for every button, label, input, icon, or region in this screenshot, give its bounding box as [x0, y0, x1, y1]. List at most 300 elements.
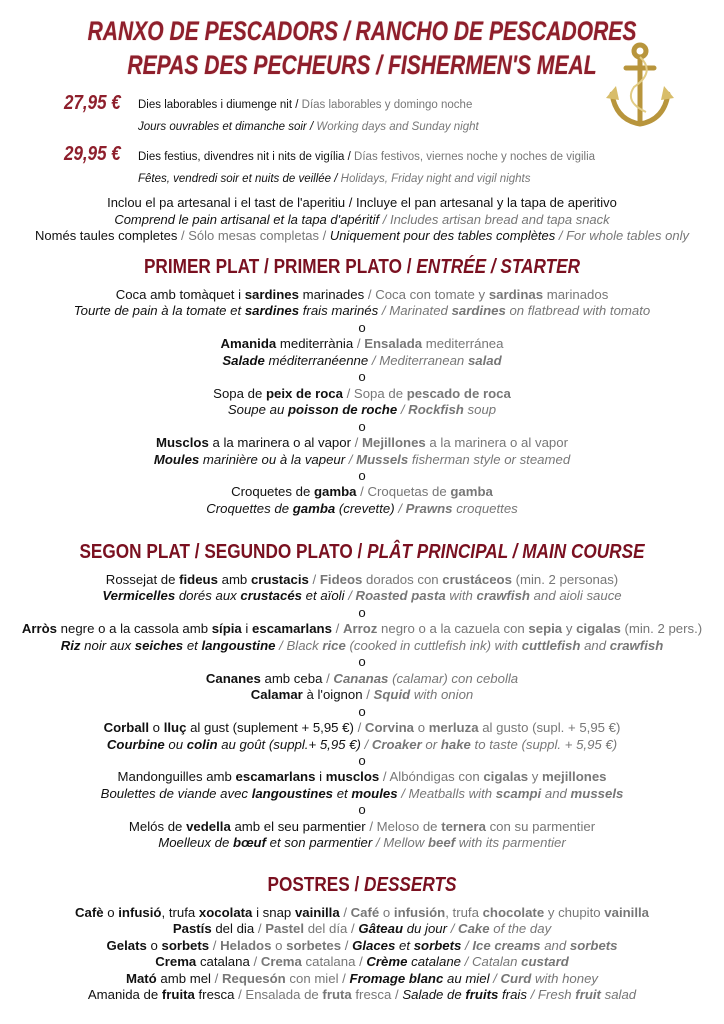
text-segment: (cooked in cuttlefish ink) with — [345, 637, 522, 653]
menu-title-line-2: REPAS DES PECHEURS / FISHERMEN'S MEAL — [127, 50, 597, 80]
text-segment: Courbine — [106, 736, 165, 752]
text-segment: fisherman style or steamed — [408, 451, 571, 467]
text-segment: crawfish — [609, 637, 664, 653]
text-segment: au miel — [443, 970, 490, 986]
text-segment: vainilla — [294, 905, 340, 920]
text-segment: / — [489, 970, 501, 986]
text-segment: Coca amb tomàquet i — [115, 287, 245, 302]
text-segment: Working days and Sunday night — [316, 121, 479, 133]
text-segment: (crevette) — [335, 500, 395, 516]
text-segment: and aioli sauce — [530, 588, 622, 604]
menu-line — [0, 971, 724, 987]
text-segment: scampi — [495, 785, 542, 801]
menu-line — [0, 720, 724, 736]
text-segment: Croquetes de — [231, 484, 314, 500]
text-segment: Holidays, Friday night and vigil nights — [340, 173, 531, 185]
text-segment: colin — [186, 736, 218, 752]
text-segment: du jour — [403, 921, 448, 937]
text-segment: cigalas — [483, 769, 529, 785]
text-segment: a la marinera o al vapor — [208, 435, 351, 451]
text-segment: sorbets — [413, 937, 462, 953]
text-segment: fresca — [194, 987, 235, 1003]
separator-or — [0, 704, 724, 720]
text-segment: y chupito — [544, 905, 605, 920]
menu-line — [0, 835, 724, 851]
text-segment: peix de roca — [265, 385, 343, 401]
text-segment: sardines — [451, 303, 506, 319]
text-segment: Tourte de pain à la tomate et — [73, 303, 245, 319]
menu-line — [0, 905, 724, 921]
text-segment: sepia — [528, 621, 563, 637]
text-segment: vedella — [186, 818, 231, 834]
text-segment: mussels — [570, 785, 624, 801]
text-segment: / Meloso de — [369, 818, 442, 834]
menu-line — [0, 671, 724, 687]
text-segment: with — [445, 588, 477, 604]
info-block — [0, 195, 724, 245]
text-segment: et son parmentier — [265, 835, 373, 851]
text-segment: Cake — [458, 921, 490, 937]
menu-line — [0, 737, 724, 753]
text-segment: Cananas — [333, 670, 389, 686]
text-segment: / — [249, 954, 261, 970]
menu-line — [0, 212, 724, 229]
text-segment: Crème — [366, 954, 408, 970]
text-segment: amb mel — [156, 970, 211, 986]
text-segment: on flatbread with tomato — [505, 303, 651, 319]
text-segment: o — [358, 369, 366, 385]
text-segment: Croaker — [371, 736, 422, 752]
text-segment: escamarlans — [235, 769, 316, 785]
text-segment: catalana — [196, 954, 250, 970]
text-segment: cuttlefish — [521, 637, 581, 653]
text-segment: à l'oignon — [302, 687, 363, 703]
text-segment: / — [351, 435, 362, 451]
text-segment: / — [362, 687, 374, 703]
text-segment: mediterránea — [422, 336, 504, 352]
text-segment: Sopa de — [213, 385, 266, 401]
text-segment: fruits — [465, 987, 499, 1003]
section-main-course-items — [0, 572, 724, 852]
text-segment: Salade — [222, 352, 265, 368]
text-segment: / — [331, 621, 343, 637]
text-segment: / Mediterranean — [368, 352, 468, 368]
text-segment: Calamar — [250, 687, 303, 703]
menu-title-line-1: RANXO DE PESCADORS / RANCHO DE PESCADORES — [87, 16, 637, 46]
text-segment: Dies festius, divendres nit i nits de vigília / — [138, 151, 355, 163]
text-segment: Gelats — [106, 937, 147, 953]
text-segment: and — [540, 937, 570, 953]
text-segment: marinière ou à la vapeur — [199, 451, 346, 467]
text-segment: Vermicelles — [102, 588, 176, 604]
text-segment: / — [209, 937, 221, 953]
text-segment: Corball — [103, 720, 150, 736]
text-segment: o — [358, 319, 366, 335]
text-segment: et aïoli — [302, 588, 345, 604]
text-segment: Cafè — [75, 905, 104, 920]
text-segment: / — [339, 905, 351, 920]
text-segment: sorbetes — [286, 937, 342, 953]
text-segment: Rockfish — [408, 402, 464, 418]
text-segment: and — [541, 785, 571, 801]
text-segment: Crema — [260, 954, 302, 970]
text-segment: ou — [164, 736, 187, 752]
text-segment: o — [358, 467, 366, 483]
text-segment: rice — [322, 637, 346, 653]
text-segment: i — [241, 621, 253, 637]
text-segment: o — [358, 703, 366, 719]
menu-line — [0, 786, 724, 802]
text-segment: / Catalan — [461, 954, 522, 970]
text-segment: langoustines — [251, 785, 334, 801]
text-segment: o — [146, 937, 162, 953]
text-segment: / — [338, 970, 350, 986]
text-segment: amb ceba — [260, 670, 323, 686]
text-segment: soup — [463, 402, 497, 418]
text-segment: or — [421, 736, 441, 752]
text-segment: Fideos — [319, 572, 363, 587]
text-segment: catalana — [301, 954, 356, 970]
text-segment: custard — [521, 954, 569, 970]
text-segment: poisson de roche — [287, 402, 398, 418]
text-segment: cigalas — [576, 621, 621, 637]
text-segment: sardines — [244, 287, 299, 302]
text-segment: frais — [498, 987, 527, 1003]
price-weekday-line-2 — [138, 121, 479, 133]
text-segment: a la marinera o al vapor — [425, 435, 568, 451]
text-segment: sorbets — [161, 937, 210, 953]
text-segment: DESSERTS — [364, 874, 457, 896]
text-segment: / — [347, 921, 359, 937]
text-segment: / — [394, 500, 406, 516]
text-segment: / For whole tables only — [555, 228, 689, 243]
text-segment: amb — [217, 572, 251, 587]
text-segment: / Includes artisan bread and tapa snack — [379, 211, 610, 227]
text-segment: / Black — [275, 637, 323, 653]
text-segment: dorados con — [362, 572, 443, 587]
text-segment: Gâteau — [358, 921, 404, 937]
price-weekday-line-1 — [138, 99, 472, 111]
separator-or — [0, 468, 724, 484]
section-heading-starter — [51, 256, 674, 279]
separator-or — [0, 419, 724, 435]
text-segment: PRIMER PLAT / PRIMER PLATO / — [143, 256, 417, 278]
text-segment: Uniquement pour des tables complètes — [329, 228, 556, 243]
text-segment: o — [358, 654, 366, 670]
text-segment: al gust (suplement + 5,95 €) — [186, 720, 354, 736]
text-segment: ternera — [441, 818, 486, 834]
text-segment: o — [358, 418, 366, 434]
text-segment: Glaces — [352, 937, 396, 953]
text-segment: marinades — [298, 287, 365, 302]
text-segment: bœuf — [233, 835, 266, 851]
text-segment: Rossejat de — [105, 572, 180, 587]
text-segment: Riz — [60, 637, 81, 653]
menu-line — [0, 452, 724, 468]
text-segment: / — [308, 572, 320, 587]
text-segment: (min. 2 personas) — [511, 572, 619, 587]
text-segment: Prawns — [405, 500, 453, 516]
text-segment: Helados — [220, 937, 272, 953]
text-segment: crustáceos — [442, 572, 512, 587]
menu-line — [0, 386, 724, 402]
text-segment: Corvina — [364, 720, 415, 736]
menu-line — [0, 819, 724, 835]
price-holiday-line-1 — [138, 151, 595, 163]
text-segment: amb el seu parmentier — [230, 818, 370, 834]
text-segment: Dies laborables i diumenge nit / — [138, 99, 302, 111]
text-segment: / — [341, 937, 353, 953]
text-segment: / Coca con tomate y — [364, 287, 489, 302]
text-segment: o — [414, 720, 429, 736]
menu-line — [0, 435, 724, 451]
text-segment: to taste (suppl. + 5,95 €) — [470, 736, 618, 752]
text-segment: / Sopa de — [342, 385, 407, 401]
text-segment: / — [391, 987, 403, 1003]
text-segment: fruit — [575, 987, 601, 1003]
text-segment: Cananes — [205, 670, 261, 686]
text-segment: moules — [351, 785, 398, 801]
text-segment: Café — [350, 905, 380, 920]
menu-line — [0, 501, 724, 517]
text-segment: al gusto (supl. + 5,95 €) — [478, 720, 621, 736]
separator-or — [0, 753, 724, 769]
text-segment: and — [580, 637, 610, 653]
text-segment: Fêtes, vendredi soir et nuits de veillée / — [138, 173, 341, 185]
text-segment: gamba — [450, 484, 493, 500]
section-starter-items — [0, 287, 724, 517]
price-holiday: 29,95 € — [64, 143, 121, 165]
menu-line — [0, 336, 724, 352]
text-segment: langoustine — [201, 637, 276, 653]
text-segment: y — [528, 769, 542, 785]
text-segment: del día — [304, 921, 348, 937]
text-segment: xocolata — [198, 905, 253, 920]
menu-line — [0, 303, 724, 319]
menu-line — [0, 921, 724, 937]
text-segment: au goût (suppl.+ 5,95 €) — [217, 736, 361, 752]
text-segment: dorés aux — [175, 588, 241, 604]
text-segment: o — [358, 752, 366, 768]
text-segment: SEGON PLAT / SEGUNDO PLATO / — [79, 541, 368, 563]
text-segment: Curd — [500, 970, 532, 986]
text-segment: Moelleux de — [158, 835, 234, 851]
text-segment: marinados — [543, 287, 609, 302]
text-segment: (min. 2 pers.) — [620, 621, 703, 637]
text-segment: frais marinés — [299, 303, 379, 319]
text-segment: Requesón — [221, 970, 286, 986]
text-segment: with honey — [531, 970, 599, 986]
text-segment: y — [562, 621, 577, 637]
text-segment: / Sólo mesas completas / — [177, 228, 330, 243]
text-segment: negre o a la cassola amb — [57, 621, 212, 637]
text-segment: o — [271, 937, 287, 953]
text-segment: et — [183, 637, 202, 653]
text-segment: mediterrània — [276, 336, 354, 352]
menu-line — [0, 954, 724, 970]
text-segment: Squid — [373, 687, 411, 703]
text-segment: Melós de — [128, 818, 187, 834]
menu-line — [0, 769, 724, 785]
text-segment: méditerranéenne — [264, 352, 369, 368]
menu-line — [0, 353, 724, 369]
text-segment: Días festivos, viernes noche y noches de vigilia — [354, 151, 596, 163]
price-holiday-line-2 — [138, 173, 531, 185]
text-segment: / Meatballs with — [397, 785, 496, 801]
text-segment: / — [254, 921, 266, 937]
text-segment: salad — [600, 987, 637, 1003]
text-segment: del dia — [211, 921, 255, 937]
text-segment: escamarlans — [252, 621, 332, 637]
text-segment: fresca — [351, 987, 392, 1003]
text-segment: Ensalada — [364, 336, 423, 352]
text-segment: Fromage blanc — [349, 970, 444, 986]
text-segment: hake — [440, 736, 471, 752]
text-segment: o — [358, 604, 366, 620]
text-segment: Arròs — [21, 621, 58, 637]
menu-line — [0, 588, 724, 604]
menu-line — [0, 687, 724, 703]
text-segment: mejillones — [542, 769, 607, 785]
text-segment: sardines — [244, 303, 300, 319]
text-segment: Soupe au — [227, 402, 288, 418]
text-segment: Salade de — [402, 987, 466, 1003]
text-segment: with its parmentier — [455, 835, 566, 851]
menu-line — [0, 621, 724, 637]
text-segment: / — [447, 921, 459, 937]
text-segment: o — [149, 720, 164, 736]
section-heading-main-course — [51, 541, 674, 564]
text-segment: , trufa — [161, 905, 199, 920]
text-segment: Inclou el pa artesanal i el tast de l'aperitiu / Incluye el pan artesanal y la tapa de aperitivo — [107, 195, 617, 210]
text-segment: o — [379, 905, 394, 920]
text-segment: (calamar) con cebolla — [388, 670, 519, 686]
separator-or — [0, 605, 724, 621]
text-segment: / — [210, 970, 222, 986]
text-segment: ENTRÉE / STARTER — [416, 256, 581, 278]
text-segment: Mató — [125, 970, 157, 986]
text-segment: con su parmentier — [485, 818, 596, 834]
text-segment: Ice creams — [472, 937, 541, 953]
text-segment: con miel — [285, 970, 339, 986]
separator-or — [0, 369, 724, 385]
menu-line — [0, 195, 724, 212]
text-segment: with onion — [410, 687, 474, 703]
menu-line — [0, 287, 724, 303]
text-segment: / Ensalada de — [234, 987, 323, 1003]
text-segment: sorbets — [569, 937, 618, 953]
text-segment: / — [353, 720, 365, 736]
separator-or — [0, 654, 724, 670]
text-segment: / Fresh — [526, 987, 576, 1003]
text-segment: Boulettes de viande avec — [100, 785, 252, 801]
text-segment: sípia — [211, 621, 242, 637]
text-segment: / Albóndigas con — [379, 769, 484, 785]
menu-line — [0, 228, 724, 245]
text-segment: / — [344, 588, 356, 604]
text-segment: Pastís — [172, 921, 212, 937]
price-weekday: 27,95 € — [64, 92, 121, 114]
text-segment: / Mellow — [372, 835, 428, 851]
text-segment: lluç — [163, 720, 187, 736]
text-segment: seiches — [134, 637, 184, 653]
text-segment: / Croquetas de — [356, 484, 451, 500]
menu-line — [0, 987, 724, 1003]
text-segment: Días laborables y domingo noche — [301, 99, 473, 111]
text-segment: catalane — [407, 954, 461, 970]
text-segment: crustacés — [240, 588, 303, 604]
text-segment: crustacis — [250, 572, 309, 587]
text-segment: / — [345, 451, 357, 467]
text-segment: noir aux — [80, 637, 135, 653]
text-segment: o — [358, 802, 366, 818]
text-segment: Arroz — [342, 621, 378, 637]
section-heading-desserts — [51, 874, 674, 897]
text-segment: et — [395, 937, 414, 953]
text-segment: croquettes — [452, 500, 518, 516]
text-segment: / — [322, 670, 334, 686]
text-segment: chocolate — [482, 905, 545, 920]
text-segment: Roasted pasta — [355, 588, 446, 604]
anchor-icon — [604, 42, 676, 130]
text-segment: salad — [467, 352, 502, 368]
text-segment: Croquettes de — [206, 500, 293, 516]
text-segment: , trufa — [445, 905, 483, 920]
text-segment: of the day — [489, 921, 552, 937]
text-segment: / — [397, 402, 409, 418]
text-segment: crawfish — [476, 588, 530, 604]
menu-line — [0, 402, 724, 418]
text-segment: infusió — [118, 905, 162, 920]
text-segment: Comprend le pain artisanal et la tapa d'apéritif — [114, 211, 380, 227]
separator-or — [0, 320, 724, 336]
text-segment: Jours ouvrables et dimanche soir / — [138, 121, 317, 133]
menu-line — [0, 638, 724, 654]
text-segment: merluza — [428, 720, 479, 736]
text-segment: PLÂT PRINCIPAL / MAIN COURSE — [367, 541, 645, 563]
text-segment: / — [353, 336, 365, 352]
menu-line — [0, 938, 724, 954]
menu-line — [0, 484, 724, 500]
text-segment: Pastel — [265, 921, 305, 937]
text-segment: i snap — [252, 905, 295, 920]
section-desserts-items — [0, 905, 724, 1004]
text-segment: Moules — [153, 451, 200, 467]
text-segment: / Marinated — [378, 303, 452, 319]
text-segment: fruita — [161, 987, 195, 1003]
text-segment: sardinas — [488, 287, 544, 302]
menu-line — [0, 572, 724, 588]
text-segment: musclos — [325, 769, 380, 785]
text-segment: o — [103, 905, 119, 920]
text-segment: negro o a la cazuela con — [377, 621, 529, 637]
text-segment: et — [333, 785, 352, 801]
text-segment: gamba — [292, 500, 336, 516]
text-segment: Mussels — [356, 451, 409, 467]
text-segment: / — [360, 736, 372, 752]
text-segment: Amanida de — [87, 987, 162, 1003]
text-segment: i — [315, 769, 326, 785]
text-segment: pescado de roca — [406, 385, 511, 401]
text-segment: beef — [427, 835, 456, 851]
separator-or — [0, 802, 724, 818]
text-segment: Només taules completes — [35, 228, 178, 243]
text-segment: fruta — [322, 987, 352, 1003]
text-segment: fideus — [179, 572, 218, 587]
text-segment: vainilla — [604, 905, 649, 920]
text-segment: gamba — [313, 484, 357, 500]
text-segment: Mandonguilles amb — [117, 769, 236, 785]
